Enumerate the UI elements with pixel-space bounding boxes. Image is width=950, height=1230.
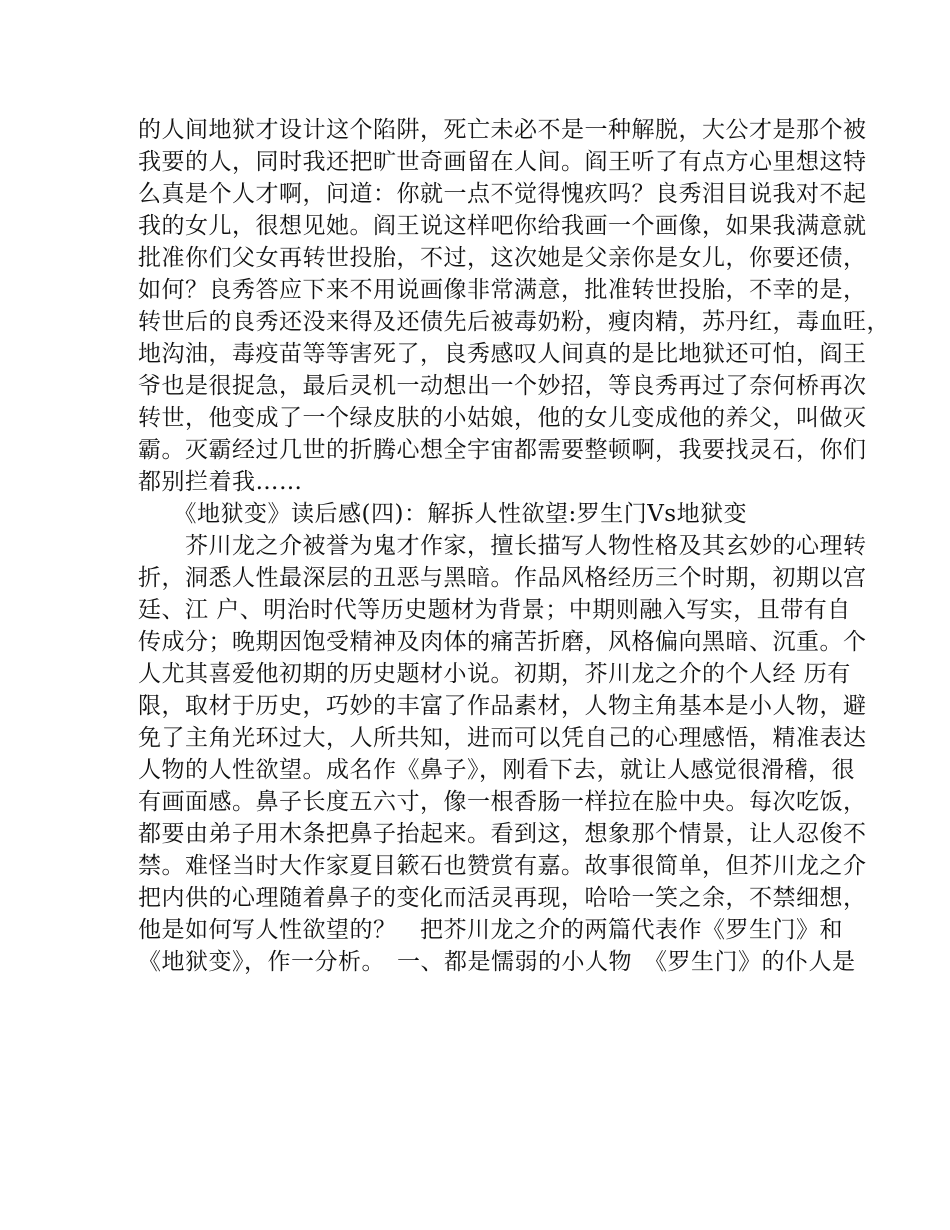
text-line: 如何？良秀答应下来不用说画像非常满意，批准转世投胎，不幸的是， — [138, 277, 867, 303]
text-line: 芥川龙之介被誉为鬼才作家，擅长描写人物性格及其玄妙的心理转 — [138, 533, 867, 559]
text-line: 爷也是很捉急，最后灵机一动想出一个妙招，等良秀再过了奈何桥再次 — [138, 373, 867, 399]
text-line: 人物的人性欲望。成名作《鼻子》，刚看下去，就让人感觉很滑稽，很 — [138, 757, 855, 783]
text-line: 免了主角光环过大，人所共知，进而可以凭自己的心理感悟，精准表达 — [138, 725, 867, 751]
text-line: 禁。难怪当时大作家夏目簌石也赞赏有嘉。故事很简单，但芥川龙之介 — [138, 853, 867, 879]
text-line: 转世后的良秀还没来得及还债先后被毒奶粉，瘦肉精，苏丹红，毒血旺， — [138, 309, 890, 335]
text-line: 我的女儿，很想见她。阎王说这样吧你给我画一个画像，如果我满意就 — [138, 213, 867, 239]
text-line: 限，取材于历史，巧妙的丰富了作品素材，人物主角基本是小人物，避 — [138, 693, 867, 719]
text-line: 的人间地狱才设计这个陷阱，死亡未必不是一种解脱，大公才是那个被 — [138, 117, 867, 143]
text-line: 霸。灭霸经过几世的折腾心想全宇宙都需要整顿啊，我要找灵石，你们 — [138, 437, 867, 463]
text-line: 他是如何写人性欲望的？ 把芥川龙之介的两篇代表作《罗生门》和 — [138, 917, 843, 943]
body-text — [138, 114, 890, 978]
text-line: 地沟油，毒疫苗等等害死了，良秀感叹人间真的是比地狱还可怕，阎王 — [138, 341, 867, 367]
text-line: 批准你们父女再转世投胎，不过，这次她是父亲你是女儿，你要还债， — [138, 245, 867, 271]
text-line: 把内供的心理随着鼻子的变化而活灵再现，哈哈一笑之余，不禁细想， — [138, 885, 867, 911]
text-line: 廷、江 户、明治时代等历史题材为背景；中期则融入写实，且带有自 — [138, 597, 851, 623]
text-line: 有画面感。鼻子长度五六寸，像一根香肠一样拉在脸中央。每次吃饭， — [138, 789, 867, 815]
text-line: 我要的人，同时我还把旷世奇画留在人间。阎王听了有点方心里想这特 — [138, 149, 867, 175]
text-line: 传成分；晚期因饱受精神及肉体的痛苦折磨，风格偏向黑暗、沉重。个 — [138, 629, 867, 655]
text-line: 转世，他变成了一个绿皮肤的小姑娘，他的女儿变成他的养父，叫做灭 — [138, 405, 867, 431]
text-line: 人尤其喜爱他初期的历史题材小说。初期，芥川龙之介的个人经 历有 — [138, 661, 851, 687]
text-line: 都别拦着我…… — [138, 469, 303, 495]
text-line: 折，洞悉人性最深层的丑恶与黑暗。作品风格经历三个时期，初期以宫 — [138, 565, 867, 591]
section-heading: 《地狱变》读后感(四)：解拆人性欲望:罗生门Vs地狱变 — [138, 501, 748, 527]
text-line: 么真是个人才啊，问道：你就一点不觉得愧疚吗？良秀泪目说我对不起 — [138, 181, 867, 207]
text-line: 《地狱变》，作一分析。 一、都是懦弱的小人物 《罗生门》的仆人是 — [138, 949, 856, 975]
text-line: 都要由弟子用木条把鼻子抬起来。看到这，想象那个情景，让人忍俊不 — [138, 821, 867, 847]
